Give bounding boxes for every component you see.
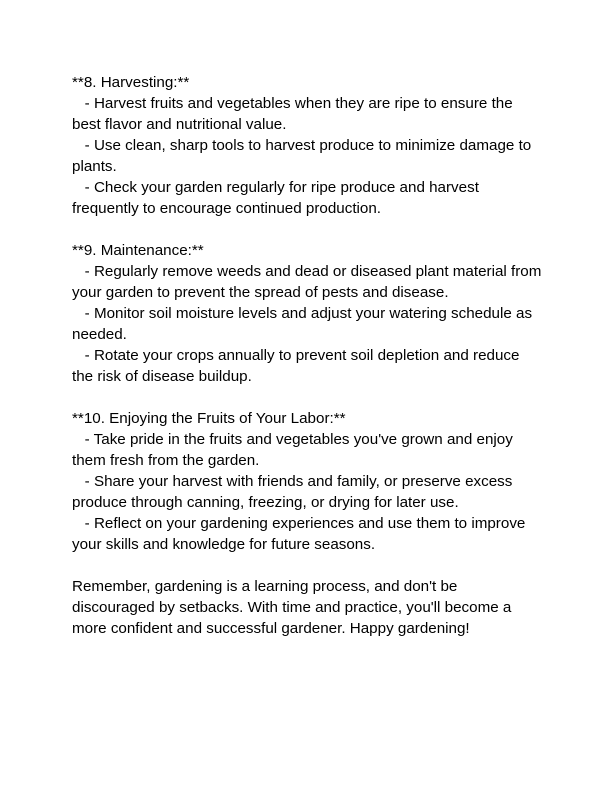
list-item: - Use clean, sharp tools to harvest produce to minimize damage to plants.: [72, 137, 536, 175]
list-item: - Rotate your crops annually to prevent soil depletion and reduce the risk of disease buildup.: [72, 347, 524, 385]
list-item: - Harvest fruits and vegetables when they are ripe to ensure the best flavor and nutritional value.: [72, 95, 517, 133]
section-maintenance: [72, 240, 546, 387]
list-item: - Take pride in the fruits and vegetables you've grown and enjoy them fresh from the garden.: [72, 431, 518, 469]
closing-text: Remember, gardening is a learning process, and don't be discouraged by setbacks. With time and practice, you'll become a more confident and successful gardener. Happy gardening!: [72, 578, 516, 637]
closing-paragraph: [72, 576, 542, 639]
list-item: - Share your harvest with friends and family, or preserve excess produce through canning, freezing, or drying for later use.: [72, 473, 517, 511]
paragraph-spacer: [72, 387, 542, 408]
section-harvesting: [72, 72, 542, 219]
section-enjoying: [72, 408, 542, 555]
paragraph-spacer: [72, 555, 542, 576]
list-item: - Check your garden regularly for ripe produce and harvest frequently to encourage continued production.: [72, 179, 484, 217]
paragraph-spacer: [72, 219, 542, 240]
section-heading: **10. Enjoying the Fruits of Your Labor:**: [72, 410, 346, 427]
section-heading: **8. Harvesting:**: [72, 74, 190, 91]
list-item: - Monitor soil moisture levels and adjust your watering schedule as needed.: [72, 305, 537, 343]
section-heading: **9. Maintenance:**: [72, 242, 204, 259]
list-item: - Reflect on your gardening experiences and use them to improve your skills and knowledge for future seasons.: [72, 515, 530, 553]
list-item: - Regularly remove weeds and dead or diseased plant material from your garden to prevent the spread of pests and disease.: [72, 263, 546, 301]
document-page: [72, 72, 546, 639]
